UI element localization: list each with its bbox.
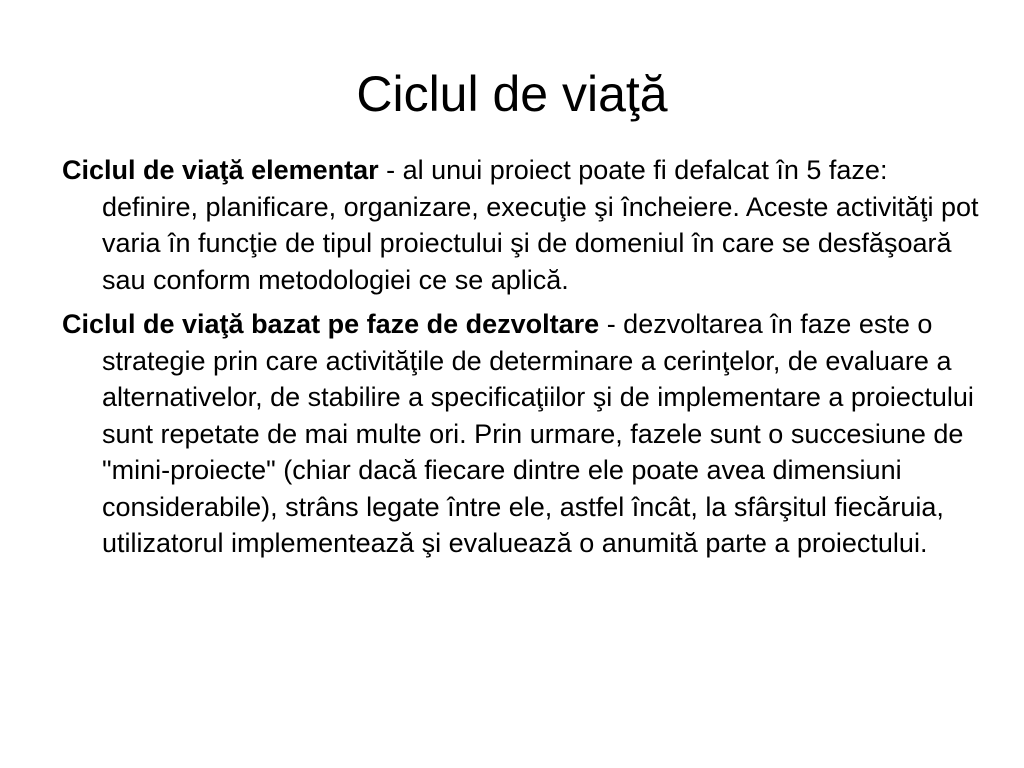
paragraph-phased-lifecycle (62, 306, 982, 562)
slide-body (62, 152, 982, 570)
paragraph-elementary-lifecycle (62, 152, 982, 298)
slide-title: Ciclul de viaţă (356, 66, 668, 122)
paragraph-term: Ciclul de viaţă elementar (62, 155, 379, 185)
paragraph-term: Ciclul de viaţă bazat pe faze de dezvoltare (62, 309, 600, 339)
paragraph-text: - dezvoltarea în faze este o strategie prin care activităţile de determinare a cerinţelor, de evaluare a alternativelor, de stabilire a specificaţiilor şi de implementare a proiectului sunt repetate de mai multe ori. Prin urmare, fazele sunt o succesiune de "mini-proiecte" (chiar dacă fiecare dintre ele poate avea dimensiuni considerabile), strâns legate între ele, astfel încât, la sfârşitul fiecăruia, utilizatorul implementează şi evaluează o anumită parte a proiectului. (102, 309, 974, 558)
paragraph-text: - al unui proiect poate fi defalcat în 5 faze: definire, planificare, organizare, execuţie şi încheiere. Aceste activităţi pot varia în funcţie de tipul proiectului şi de domeniul în care se desfăşoară sau conform metodologiei ce se aplică. (102, 155, 979, 295)
